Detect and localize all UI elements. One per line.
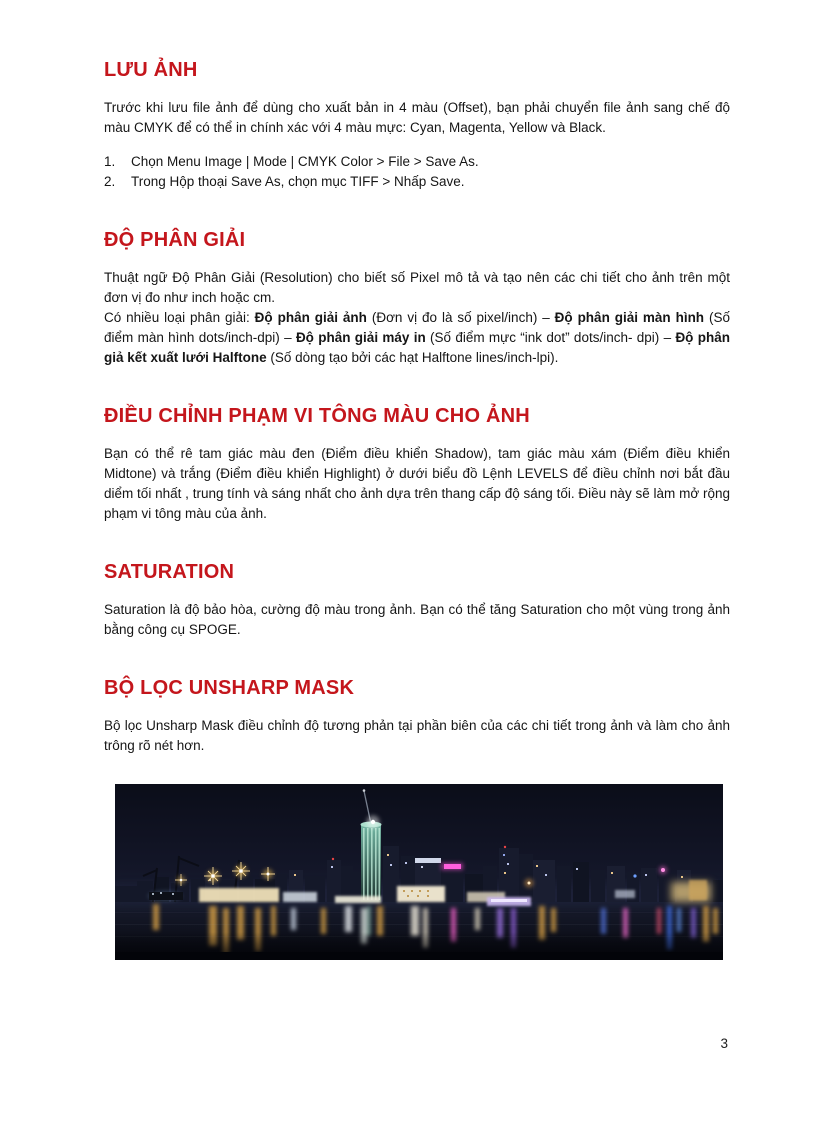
list-item-text: Chọn Menu Image | Mode | CMYK Color > File > Save As.: [131, 154, 479, 169]
text-run-bold: Độ phân giả kết xuất lưới Halftone: [104, 330, 730, 365]
section-heading: LƯU ẢNH: [104, 59, 198, 81]
text-run: (Đơn vị đo là số pixel/inch) –: [366, 310, 555, 325]
paragraph: Thuật ngữ Độ Phân Giải (Resolution) cho biết số Pixel mô tả và tạo nên các chi tiết cho ảnh trên một đơn vị đo như inch hoặc cm.: [104, 270, 730, 305]
paragraph: Bộ lọc Unsharp Mask điều chỉnh độ tương phản tại phần biên của các chi tiết trong ảnh và làm cho ảnh trông rõ nét hơn.: [104, 718, 730, 753]
text-run-bold: Độ phân giải màn hình: [554, 310, 705, 325]
list-item: [104, 152, 730, 172]
section-do-phan-giai: [104, 228, 730, 368]
text-run: (Số dòng tạo bởi các hạt Halftone lines/inch-lpi).: [266, 350, 559, 365]
text-run: Có nhiều loại phân giải:: [104, 310, 255, 325]
paragraph-rich: [104, 308, 730, 368]
text-run-bold: Độ phân giải máy in: [295, 330, 426, 345]
paragraph: Trước khi lưu file ảnh để dùng cho xuất bản in 4 màu (Offset), bạn phải chuyển file ảnh sang chế độ màu CMYK để có thể in chính xác với 4 màu mực: Cyan, Magenta, Yellow và Black.: [104, 100, 730, 135]
text-run: (Số điểm màn hình dots/inch-dpi) –: [104, 310, 730, 345]
list-item-number: 1.: [104, 154, 116, 169]
list-item-number: 2.: [104, 174, 116, 189]
page-number: 3: [720, 1036, 728, 1051]
list-item: [104, 172, 730, 192]
section-unsharp-mask: [104, 676, 730, 756]
city-skyline-night-photo: [115, 784, 723, 960]
section-luu-anh: [104, 58, 730, 192]
list-item-text: Trong Hộp thoại Save As, chọn mục TIFF > Nhấp Save.: [131, 174, 465, 189]
section-heading: BỘ LỌC UNSHARP MASK: [104, 677, 355, 699]
text-run: (Số điểm mực “ink dot” dots/inch- dpi) –: [425, 330, 676, 345]
section-heading: SATURATION: [104, 561, 235, 583]
section-saturation: [104, 560, 730, 640]
text-run-bold: Độ phân giải ảnh: [254, 310, 367, 325]
section-dieu-chinh-tong-mau: [104, 404, 730, 524]
section-heading: ĐIỀU CHỈNH PHẠM VI TÔNG MÀU CHO ẢNH: [104, 405, 530, 427]
section-heading: ĐỘ PHÂN GIẢI: [104, 229, 246, 251]
paragraph: Saturation là độ bảo hòa, cường độ màu trong ảnh. Bạn có thể tăng Saturation cho một vùng trong ảnh bằng công cụ SPOGE.: [104, 602, 730, 637]
paragraph: Bạn có thể rê tam giác màu đen (Điểm điều khiển Shadow), tam giác màu xám (Điểm điều khiển Midtone) và trắng (Điểm điều khiển Highlight) ở dưới biểu đồ Lệnh LEVELS để điều chỉnh nơi bắt đầu diểm tối nhất , trung tính và sáng nhất cho ảnh dựa trên thang cấp độ sáng tối. Điều này sẽ làm mở rộng phạm vi tông màu của ảnh.: [104, 446, 730, 521]
steps-list: [104, 152, 730, 192]
